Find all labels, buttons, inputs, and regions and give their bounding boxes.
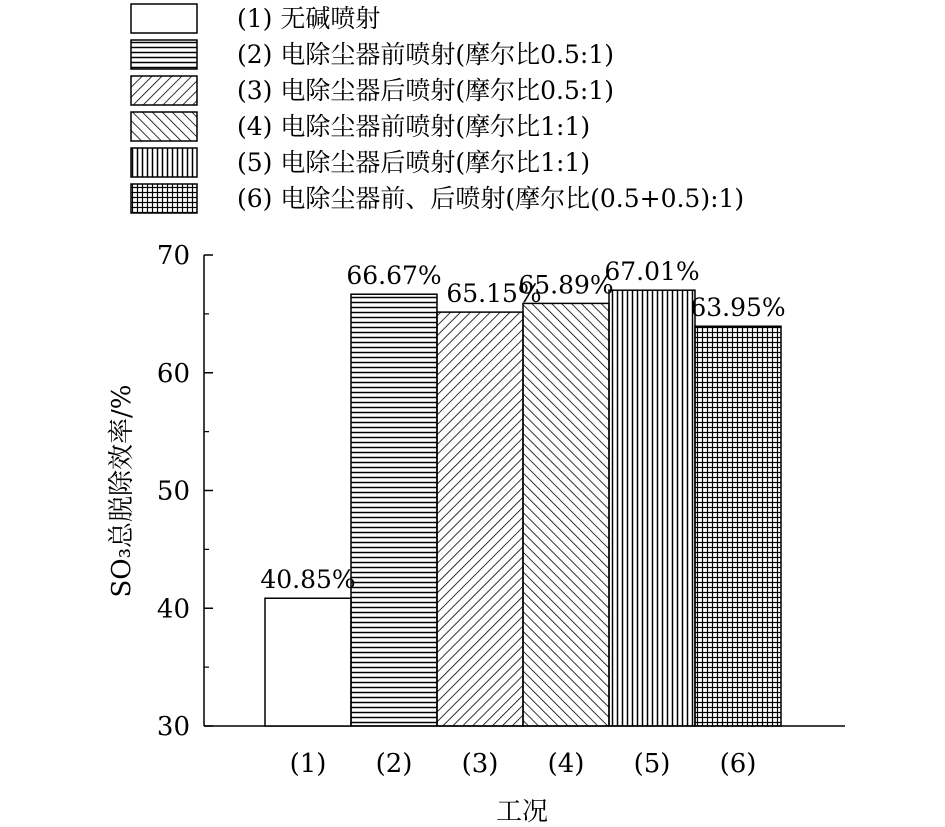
legend-label: (1) 无碱喷射 [237,4,381,33]
x-tick-label: (5) [633,749,671,779]
y-axis-title: SO₃总脱除效率/% [107,384,137,598]
legend-item [131,40,614,69]
value-label-3: 65.15% [446,279,542,309]
x-tick-label: (1) [289,749,327,779]
x-ticks [290,749,757,779]
legend [131,4,744,213]
legend-label: (4) 电除尘器前喷射(摩尔比1:1) [237,112,591,141]
legend-swatch [131,184,197,213]
x-axis-title: 工况 [495,797,549,827]
bar-5 [609,290,695,726]
legend-item [131,4,380,33]
legend-swatch [131,112,197,141]
value-label-5: 67.01% [604,257,700,287]
legend-swatch [131,148,197,177]
bar-1 [265,598,351,726]
x-tick-label: (4) [547,749,585,779]
y-tick-label: 60 [156,358,190,389]
y-tick-label: 50 [156,476,190,507]
legend-label: (5) 电除尘器后喷射(摩尔比1:1) [237,148,591,177]
legend-label: (2) 电除尘器前喷射(摩尔比0.5:1) [237,40,614,69]
y-tick-label: 40 [156,594,190,625]
legend-swatch [131,40,197,69]
x-tick-label: (3) [461,749,499,779]
legend-label: (3) 电除尘器后喷射(摩尔比0.5:1) [237,76,614,105]
legend-label: (6) 电除尘器前、后喷射(摩尔比(0.5+0.5):1) [237,184,745,213]
bar-2 [351,294,437,726]
value-label-4: 65.89% [518,270,614,300]
x-tick-label: (6) [719,749,757,779]
legend-swatch [131,4,197,33]
value-label-6: 63.95% [690,293,786,323]
bars [265,290,781,726]
legend-swatch [131,76,197,105]
legend-item [131,76,614,105]
bar-6 [695,326,781,726]
bar-4 [523,303,609,726]
y-tick-label: 70 [156,241,190,271]
legend-item [131,148,590,177]
legend-item [131,184,744,213]
y-tick-label: 30 [156,712,190,742]
bar-3 [437,312,523,726]
value-label-1: 40.85% [260,565,356,595]
x-tick-label: (2) [375,749,413,779]
legend-item [131,112,590,141]
value-label-2: 66.67% [346,261,442,291]
